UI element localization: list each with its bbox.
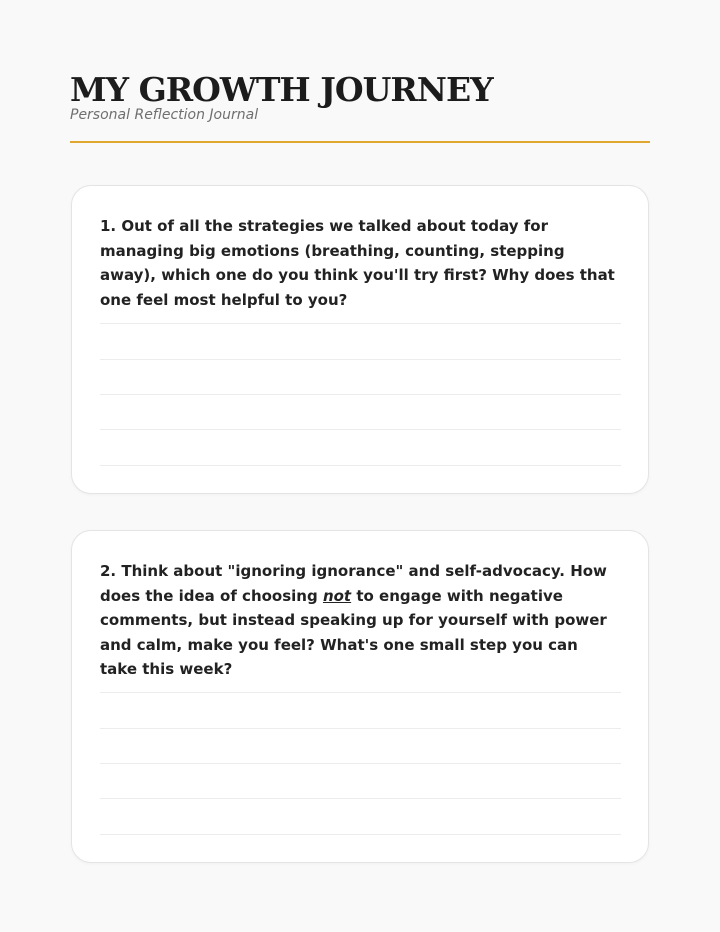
question-card-2 xyxy=(71,530,649,863)
page-subtitle: Personal Reflection Journal xyxy=(70,107,259,123)
question-card-1 xyxy=(71,185,649,494)
question-2-text xyxy=(100,559,620,682)
header-divider xyxy=(70,141,650,143)
question-2-text-start: 2. Think about "ignoring ignorance" and self-advocacy. How does the idea of choosing xyxy=(100,562,607,605)
journal-header xyxy=(70,70,650,124)
answer-line[interactable] xyxy=(100,323,621,324)
answer-line[interactable] xyxy=(100,359,621,360)
question-1-text: 1. Out of all the strategies we talked about today for managing big emotions (breathing, counting, stepping away), which one do you think you'll try first? Why does that one feel most helpful to you? xyxy=(100,217,615,309)
answer-line[interactable] xyxy=(100,763,621,764)
answer-line[interactable] xyxy=(100,798,621,799)
answer-line[interactable] xyxy=(100,465,621,466)
answer-line[interactable] xyxy=(100,834,621,835)
answer-line[interactable] xyxy=(100,692,621,693)
answer-line[interactable] xyxy=(100,728,621,729)
answer-line[interactable] xyxy=(100,394,621,395)
answer-line[interactable] xyxy=(100,429,621,430)
question-2-text-end: to engage with negative comments, but instead speaking up for yourself with power and calm, make you feel? What's one small step you can take this week? xyxy=(100,586,607,679)
page-title: MY GROWTH JOURNEY xyxy=(70,70,493,109)
question-2-emphasis: not xyxy=(322,586,352,605)
